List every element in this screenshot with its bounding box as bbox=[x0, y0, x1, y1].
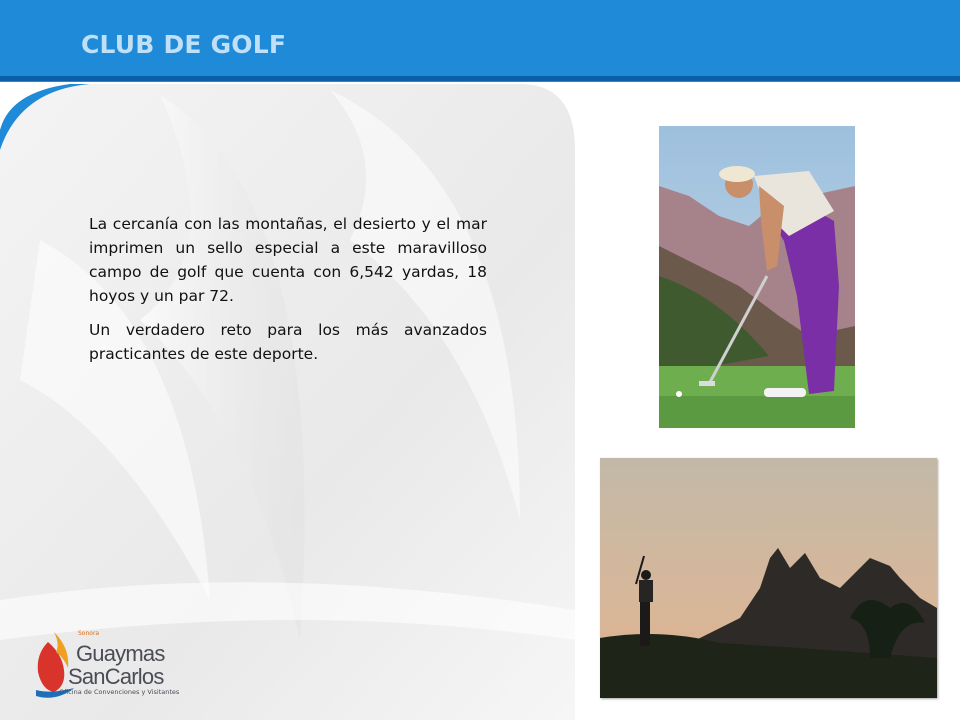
slide-title: CLUB DE GOLF bbox=[81, 30, 287, 59]
sunset-illustration bbox=[600, 458, 937, 698]
logo-small-text: Sonora bbox=[78, 630, 100, 637]
header-divider bbox=[0, 76, 960, 81]
golfer-illustration bbox=[659, 126, 855, 428]
golfer-photo bbox=[659, 126, 855, 428]
logo-line2: SanCarlos bbox=[68, 664, 164, 689]
paragraph-2: Un verdadero reto para los más avanzados practicantes de este deporte. bbox=[89, 321, 487, 363]
logo-subtitle: Oficina de Convenciones y Visitantes bbox=[59, 688, 180, 696]
body-text bbox=[89, 212, 487, 376]
paragraph-1: La cercanía con las montañas, el desierto y el mar imprimen un sello especial a este maravilloso campo de golf que cuenta con 6,542 yardas, 18 hoyos y un par 72. bbox=[89, 215, 487, 305]
logo-line1: Guaymas bbox=[76, 641, 165, 666]
guaymas-sancarlos-logo bbox=[30, 630, 200, 705]
sunset-golfer-photo bbox=[600, 458, 937, 698]
